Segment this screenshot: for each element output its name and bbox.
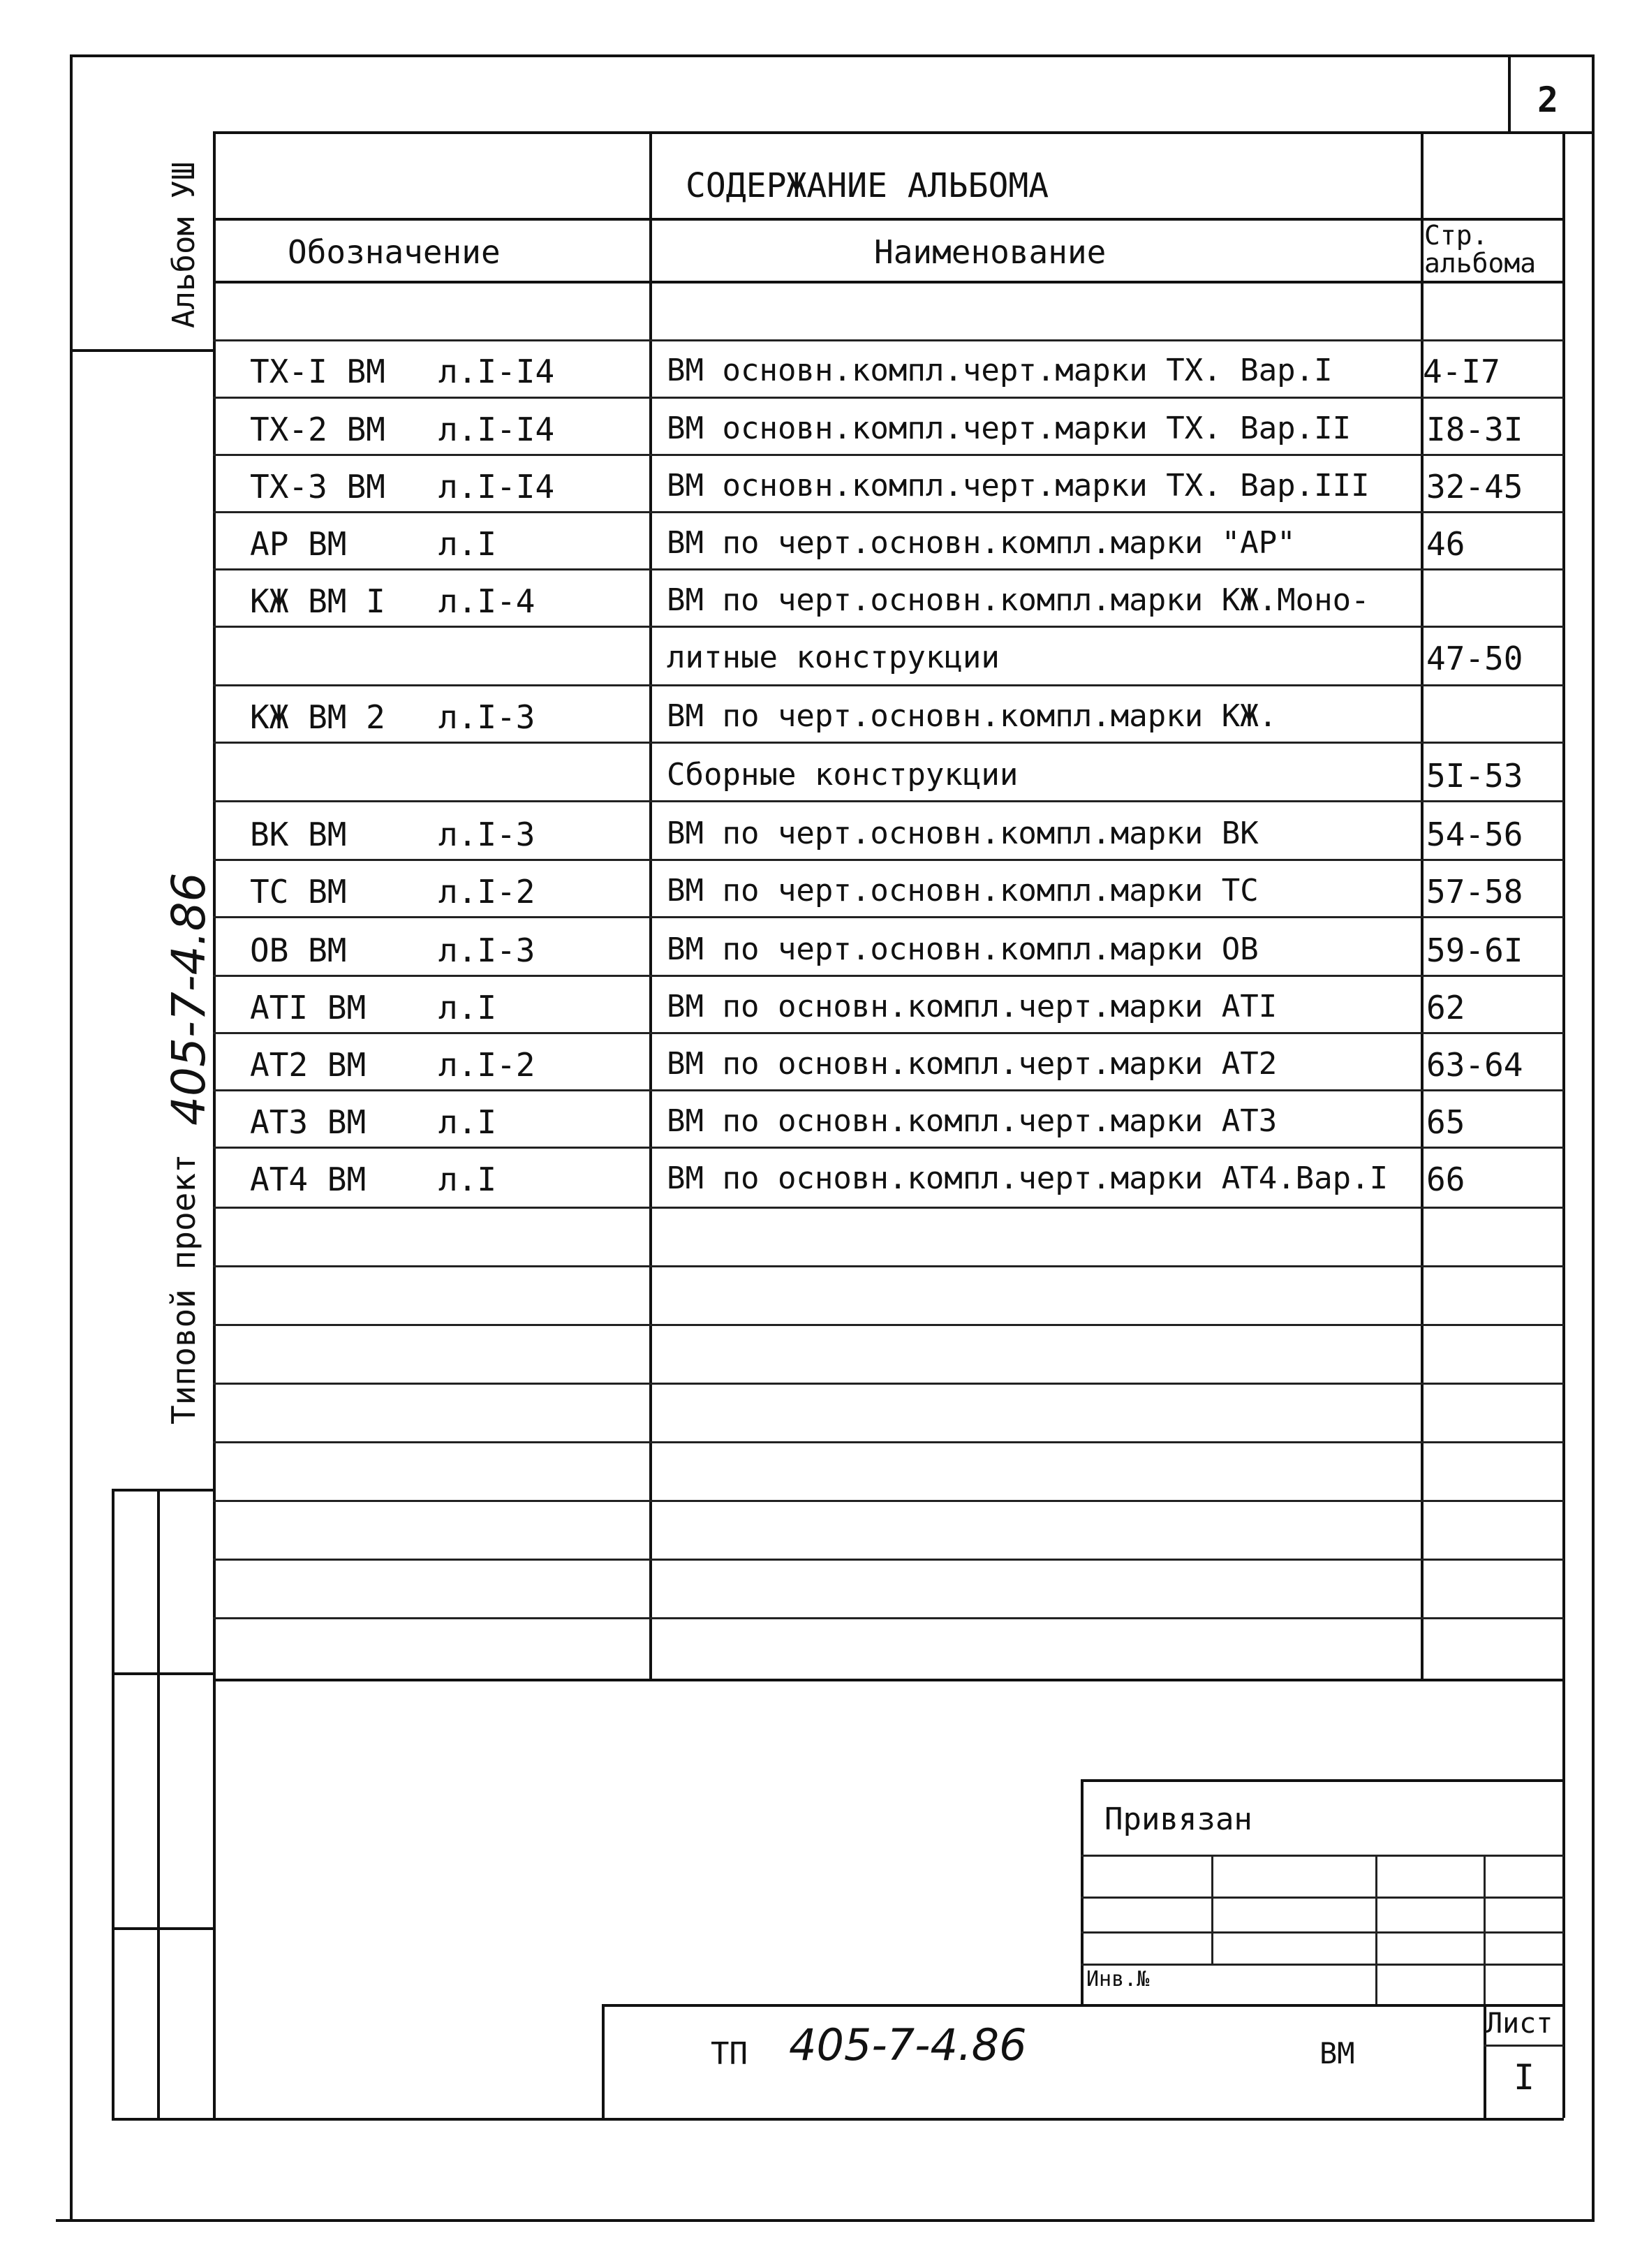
album-label: Альбом УШ <box>166 161 202 328</box>
outer-frame-right <box>1592 54 1595 2221</box>
row-separator <box>213 454 1564 456</box>
row-name: ВМ по черт.основн.компл.марки ОВ <box>667 932 1259 967</box>
row-pages: 5I-53 <box>1426 757 1523 795</box>
row-pages: 66 <box>1426 1161 1465 1198</box>
row-pages: 59-6I <box>1426 932 1523 969</box>
row-name: ВМ по основн.компл.черт.марки АТI <box>667 989 1278 1024</box>
album-stamp-divider <box>70 349 214 352</box>
stamp-shown-left <box>1081 1779 1084 2004</box>
empty-row-line <box>213 1265 1564 1267</box>
row-sheets: л.I-I4 <box>438 411 555 448</box>
row-designation: ТХ-3 ВМ <box>250 468 385 506</box>
empty-row-line <box>213 1559 1564 1561</box>
stamp-doc-mark: ВМ <box>1319 2036 1355 2070</box>
row-separator <box>213 397 1564 399</box>
stamp-main-top <box>602 2004 1564 2007</box>
row-pages: 4-I7 <box>1423 353 1500 390</box>
column-divider-1 <box>649 131 652 1680</box>
stamp-shown-line-2 <box>1081 1897 1564 1899</box>
row-pages: 47-50 <box>1426 640 1523 677</box>
row-name: литные конструкции <box>667 640 1000 675</box>
row-pages: 63-64 <box>1426 1046 1523 1084</box>
row-separator <box>213 568 1564 570</box>
row-separator <box>213 742 1564 744</box>
header-pages: Стр. альбома <box>1424 220 1537 279</box>
row-sheets: л.I-2 <box>438 873 535 911</box>
page-number-box-left <box>1508 54 1511 133</box>
row-separator <box>213 975 1564 977</box>
row-designation: ТС ВМ <box>250 873 347 911</box>
margin-box-line-1 <box>112 1672 214 1675</box>
row-separator <box>213 626 1564 628</box>
row-name: ВМ основн.компл.черт.марки ТХ. Вар.I <box>667 353 1333 388</box>
row-separator <box>213 1032 1564 1034</box>
stamp-tp-label: ТП <box>711 2036 748 2072</box>
row-sheets: л.I <box>438 989 497 1026</box>
header-underline <box>213 281 1564 284</box>
stamp-sheet-divider <box>1484 2045 1564 2047</box>
row-designation: ТХ-I ВМ <box>250 353 385 390</box>
row-sheets: л.I <box>438 1103 497 1141</box>
stamp-shown-line-1 <box>1081 1855 1564 1857</box>
stamp-shown-top <box>1081 1779 1564 1782</box>
row-pages: 62 <box>1426 989 1465 1026</box>
row-designation: АР ВМ <box>250 525 347 563</box>
row-sheets: л.I-I4 <box>438 353 555 390</box>
row-separator <box>213 1147 1564 1149</box>
row-separator <box>213 859 1564 861</box>
outer-frame-top <box>70 54 1593 57</box>
row-sheets: л.I-3 <box>438 698 535 736</box>
row-pages: 46 <box>1426 525 1465 563</box>
row-pages: I8-3I <box>1426 411 1523 448</box>
margin-box-line-2 <box>112 1927 214 1930</box>
stamp-shown-line-3 <box>1081 1931 1564 1934</box>
row-pages: 57-58 <box>1426 873 1523 911</box>
empty-row-line <box>213 1441 1564 1443</box>
row-designation: АТI ВМ <box>250 989 367 1026</box>
inner-frame-top <box>213 131 1592 134</box>
empty-row-line <box>213 1383 1564 1385</box>
project-code-vertical: 405-7-4.86 <box>162 872 216 1126</box>
header-name: Наименование <box>874 233 1107 271</box>
row-sheets: л.I-2 <box>438 1046 535 1084</box>
stamp-inv-label: Инв.№ <box>1086 1967 1150 1991</box>
row-designation: АТ2 ВМ <box>250 1046 367 1084</box>
row-sheets: л.I-I4 <box>438 468 555 506</box>
row-separator <box>213 511 1564 513</box>
stamp-sheet-label: Лист <box>1486 2008 1553 2040</box>
row-designation: ТХ-2 ВМ <box>250 411 385 448</box>
outer-frame-left <box>70 54 73 2219</box>
row-designation: АТ3 ВМ <box>250 1103 367 1141</box>
empty-row-line <box>213 1617 1564 1619</box>
inner-frame-bottom <box>112 2118 1564 2121</box>
row-designation: ОВ ВМ <box>250 932 347 969</box>
blank-row-line <box>213 339 1564 341</box>
margin-box-top <box>112 1489 214 1492</box>
row-sheets: л.I-3 <box>438 932 535 969</box>
stamp-sheet-number: I <box>1514 2057 1535 2098</box>
row-name: ВМ по основн.компл.черт.марки АТ3 <box>667 1103 1278 1139</box>
row-separator <box>213 916 1564 918</box>
stamp-shown-col-2 <box>1375 1855 1377 2004</box>
row-sheets: л.I-4 <box>438 582 535 620</box>
page-number: 2 <box>1537 80 1559 120</box>
row-name: ВМ по черт.основн.компл.марки "АР" <box>667 525 1296 561</box>
table-bottom-line <box>213 1679 1564 1681</box>
row-name: ВМ по черт.основн.компл.марки КЖ. <box>667 698 1278 734</box>
row-sheets: л.I-3 <box>438 816 535 853</box>
row-separator <box>213 800 1564 802</box>
row-sheets: л.I <box>438 525 497 563</box>
stamp-shown-col-3 <box>1484 1855 1486 2004</box>
header-designation: Обозначение <box>288 233 501 271</box>
empty-row-line <box>213 1500 1564 1502</box>
stamp-shown-label: Привязан <box>1104 1802 1252 1837</box>
outer-frame-bottom <box>56 2219 1595 2222</box>
row-pages: 54-56 <box>1426 816 1523 853</box>
row-name: Сборные конструкции <box>667 757 1019 793</box>
row-name: ВМ по основн.компл.черт.марки АТ2 <box>667 1046 1278 1082</box>
stamp-shown-col-1 <box>1211 1855 1213 1964</box>
row-name: ВМ основн.компл.черт.марки ТХ. Вар.II <box>667 411 1352 446</box>
row-designation: ВК ВМ <box>250 816 347 853</box>
stamp-shown-line-4 <box>1081 1964 1564 1966</box>
project-label: Типовой проект <box>165 1154 202 1424</box>
empty-row-line <box>213 1207 1564 1209</box>
row-separator <box>213 684 1564 686</box>
row-name: ВМ по черт.основн.компл.марки ВК <box>667 816 1259 851</box>
margin-box-outer-left <box>112 1489 114 2119</box>
row-name: ВМ по черт.основн.компл.марки ТС <box>667 873 1259 908</box>
empty-row-line <box>213 1324 1564 1326</box>
stamp-tp-code: 405-7-4.86 <box>789 2019 1027 2070</box>
row-designation: КЖ ВМ I <box>250 582 385 620</box>
row-name: ВМ по основн.компл.черт.марки АТ4.Вар.I <box>667 1161 1389 1196</box>
inner-frame-right <box>1562 131 1565 2118</box>
stamp-main-left <box>602 2004 605 2119</box>
row-pages: 65 <box>1426 1103 1465 1141</box>
row-separator <box>213 1089 1564 1091</box>
row-name: ВМ основн.компл.черт.марки ТХ. Вар.III <box>667 468 1370 503</box>
margin-box-mid <box>157 1489 160 2119</box>
title-underline <box>213 218 1564 221</box>
table-title: СОДЕРЖАНИЕ АЛЬБОМА <box>686 166 1049 205</box>
row-name: ВМ по черт.основн.компл.марки КЖ.Моно- <box>667 582 1370 618</box>
row-designation: КЖ ВМ 2 <box>250 698 385 736</box>
row-designation: АТ4 ВМ <box>250 1161 367 1198</box>
row-pages: 32-45 <box>1426 468 1523 506</box>
row-sheets: л.I <box>438 1161 497 1198</box>
